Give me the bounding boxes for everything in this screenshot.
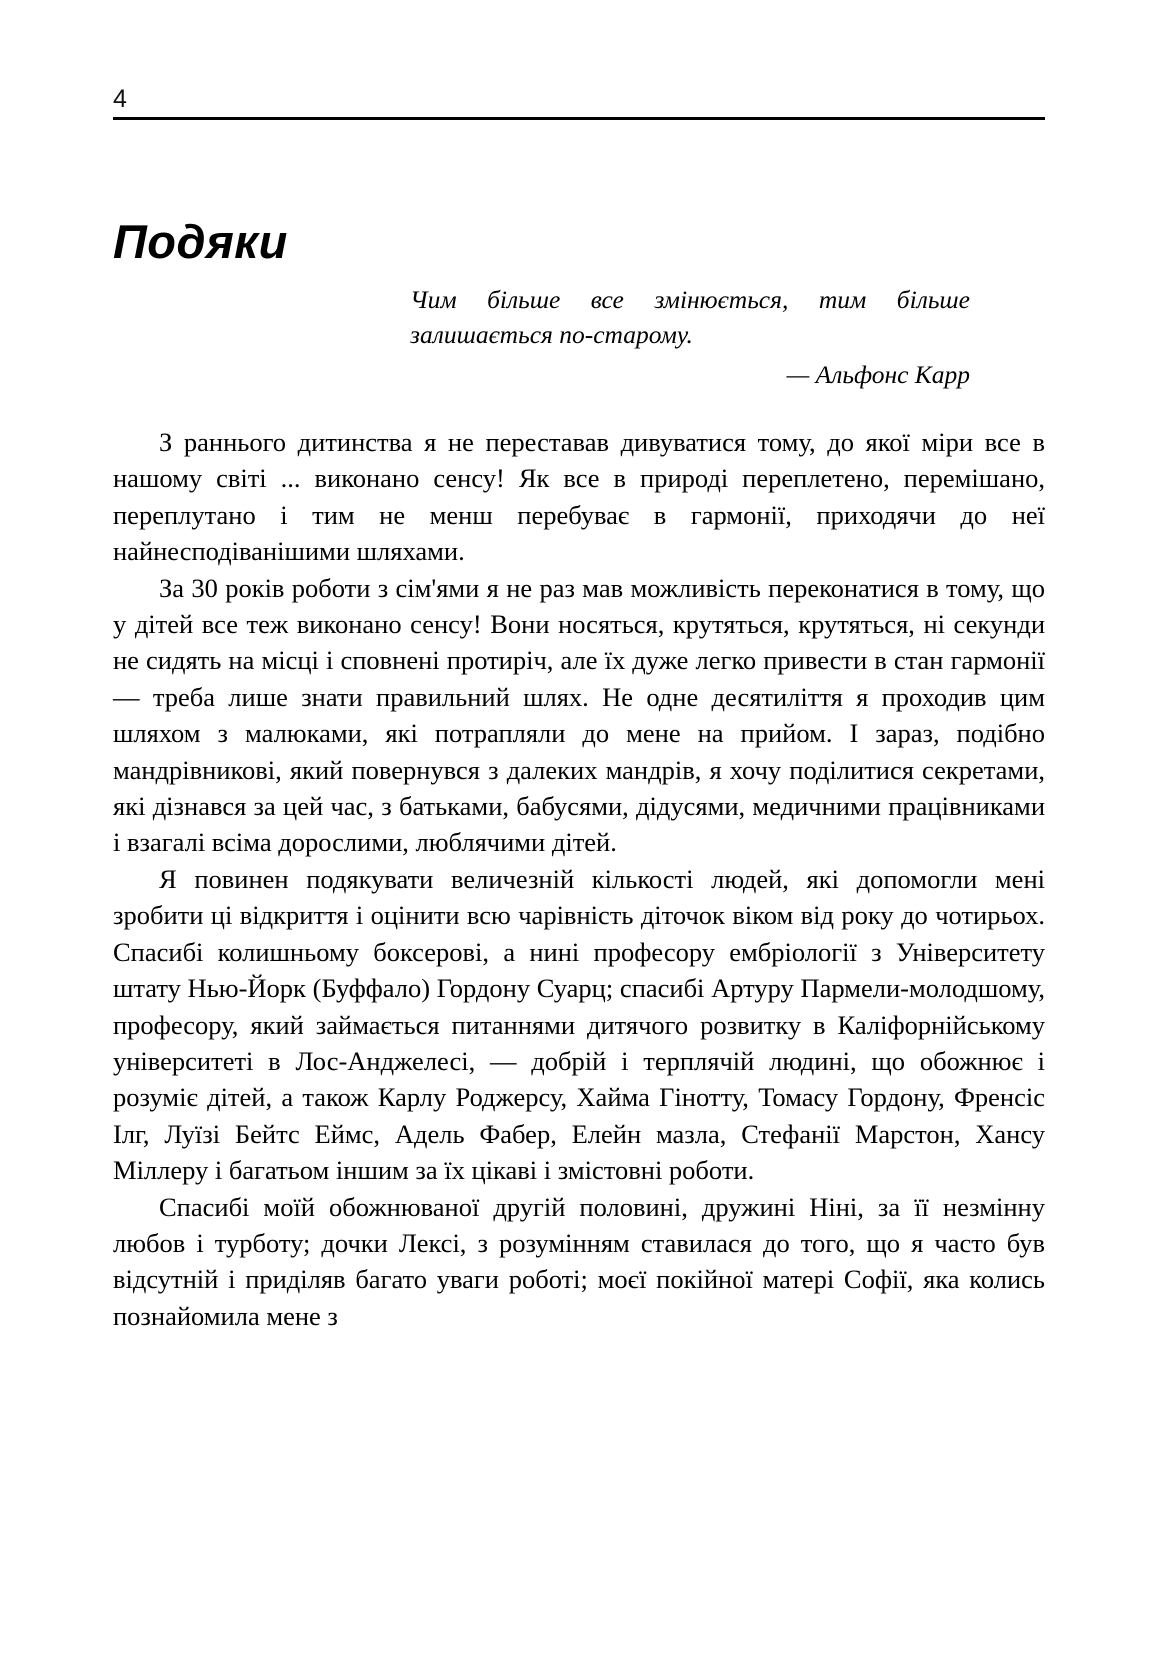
page-header [113,86,1045,120]
paragraph: Я повинен подякувати величезній кількості людей, які допомогли мені зробити ці відкриття і оцінити всю чарівність діточок віком від року до чотирьох. Спасибі колишньому боксерові, а нині професору ембріології з Університету штату Нью-Йорк (Буффало) Гордону Суарц; спасибі Артуру Пармели-молодшому, професору, який займається питаннями дитячого розвитку в Каліфорнійському університеті в Лос-Анджелесі, — добрій і терплячій людині, що обожнює і розуміє дітей, а також Карлу Роджерсу, Хайма Гінотту, Томасу Гордону, Френсіс Ілг, Луїзі Бейтс Еймс, Адель Фабер, Елейн мазла, Стефанії Марстон, Хансу Міллеру і багатьом іншим за їх цікаві і змістовні роботи. [113,863,1045,1186]
paragraph: З раннього дитинства я не переставав дивуватися тому, до якої міри все в нашому світі ... виконано сенсу! Як все в природі переплетено, перемішано, переплутано і тим не менш перебуває в гармонії, приходячи до неї найнесподіванішими шляхами. [113,427,1045,567]
epigraph-quote: Чим більше все змінюється, тим більше залишається по-старому. [410,285,970,349]
page-title: Подяки [113,215,288,269]
epigraph-block [410,283,970,393]
paragraph: Спасибі моїй обожнюваної другій половині, дружині Ніні, за її незмінну любов і турботу; дочки Лексі, з розумінням ставилася до того, що я часто був відсутній і приділяв багато уваги роботі; моєї покійної матері Софії, яка колись познайомила мене з [113,1191,1045,1331]
page-number: 4 [113,85,127,113]
paragraph: За 30 років роботи з сім'ями я не раз мав можливість переконатися в тому, що у дітей все теж виконано сенсу! Вони носяться, крутяться, крутяться, ні секунди не сидять на місці і сповнені протиріч, але їх дуже легко привести в стан гармонії — треба лише знати правильний шлях. Не одне десятиліття я проходив цим шляхом з малюками, які потрапляли до мене на прийом. І зараз, подібно мандрівникові, який повернувся з далеких мандрів, я хочу поділитися секретами, які дізнався за цей час, з батьками, бабусями, дідусями, медичними працівниками і взагалі всіма дорослими, люблячими дітей. [113,572,1045,858]
body-text [113,424,1045,1334]
header-divider [113,117,1045,120]
epigraph-attribution: — Альфонс Карр [786,360,970,390]
